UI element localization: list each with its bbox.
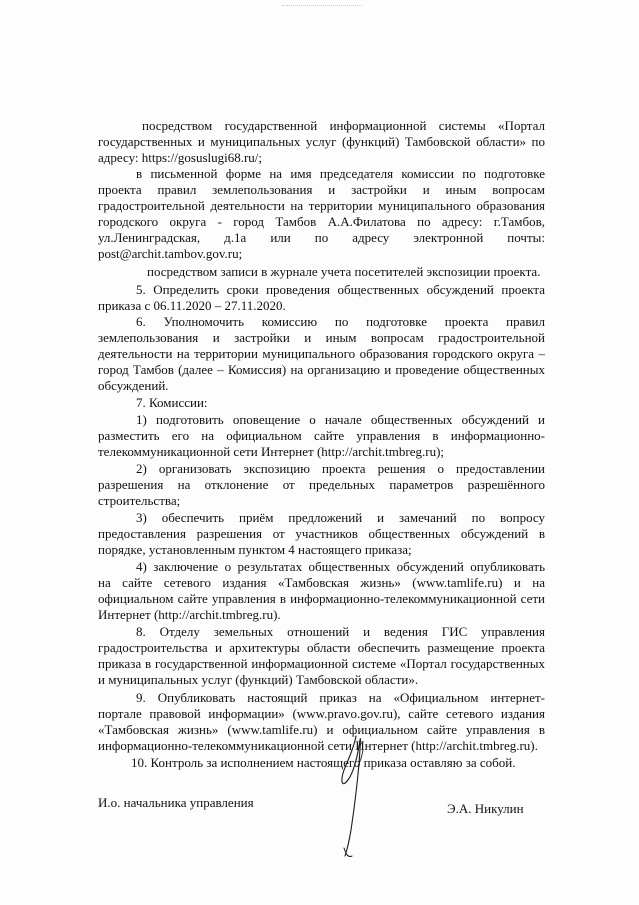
journal-line: посредством записи в журнале учета посетителей экспозиции проекта. bbox=[147, 264, 541, 279]
written-line-6: post@archit.tambov.gov.ru; bbox=[98, 246, 243, 261]
item7-heading: 7. Комиссии: bbox=[136, 395, 208, 410]
written-line-3: градостроительной деятельности на территории муниципального образования bbox=[98, 198, 545, 213]
item5-line-2: приказа с 06.11.2020 – 27.11.2020. bbox=[98, 298, 286, 313]
sub4-line-2: на сайте сетевого издания «Тамбовская жизнь» (www.tamlife.ru) и на bbox=[98, 575, 545, 590]
sub1-line-1: 1) подготовить оповещение о начале общественных обсуждений и bbox=[136, 412, 545, 427]
signatory-position: И.о. начальника управления bbox=[98, 795, 254, 810]
sub1-line-3: телекоммуникационной сети Интернет (http://archit.tmbreg.ru); bbox=[98, 444, 445, 459]
item8-line-4: и муниципальных услуг (функций) Тамбовской области». bbox=[98, 672, 419, 687]
written-line-1: в письменной форме на имя председателя комиссии по подготовке bbox=[136, 166, 545, 181]
item9-line-1: 9. Опубликовать настоящий приказ на «Официальном интернет- bbox=[136, 690, 545, 705]
item9-line-3: «Тамбовская жизнь» (www.tamlife.ru) и официальном сайте управления в bbox=[98, 722, 545, 737]
item8-line-2: градостроительства и архитектуры области обеспечить размещение проекта bbox=[98, 640, 545, 655]
item8-line-3: приказа в государственной информационной системе «Портал государственных bbox=[98, 656, 545, 671]
item10-line: 10. Контроль за исполнением настоящего приказа оставляю за собой. bbox=[131, 755, 516, 770]
sub3-line-1: 3) обеспечить приём предложений и замечаний по вопросу bbox=[136, 510, 545, 525]
sub3-line-2: предоставления разрешения от участников общественных обсуждений в bbox=[98, 526, 545, 541]
portal-line-2: государственных и муниципальных услуг (функций) Тамбовской области» по bbox=[98, 134, 545, 149]
written-line-4: городского округа - город Тамбов А.А.Филатова по адресу: г.Тамбов, bbox=[98, 214, 545, 229]
item6-line-2: землепользования и застройки и иным вопросам градостроительной bbox=[98, 330, 545, 345]
item5-line-1: 5. Определить сроки проведения общественных обсуждений проекта bbox=[136, 282, 545, 297]
item6-line-4: город Тамбов (далее – Комиссия) на организацию и проведение общественных bbox=[98, 362, 545, 377]
item6-line-3: деятельности на территории муниципального образования городского округа – bbox=[98, 346, 545, 361]
handwritten-signature bbox=[330, 730, 380, 860]
page-header-mark bbox=[282, 5, 362, 9]
sub2-line-1: 2) организовать экспозицию проекта решения о предоставлении bbox=[136, 461, 545, 476]
written-line-5: ул.Ленинградская, д.1а или по адресу электронной почты: bbox=[98, 230, 545, 245]
item9-line-2: портале правовой информации» (www.pravo.gov.ru), сайте сетевого издания bbox=[98, 706, 545, 721]
portal-line-1: посредством государственной информационной системы «Портал bbox=[142, 118, 545, 133]
item6-line-1: 6. Уполномочить комиссию по подготовке проекта правил bbox=[136, 314, 545, 329]
sub2-line-3: строительства; bbox=[98, 493, 181, 508]
item6-line-5: обсуждений. bbox=[98, 378, 169, 393]
sub4-line-3: официальном сайте управления в информационно-телекоммуникационной сети bbox=[98, 591, 545, 606]
item9-line-4: информационно-телекоммуникационной сети Интернет (http://archit.tmbreg.ru). bbox=[98, 738, 538, 753]
sub4-line-4: Интернет (http://archit.tmbreg.ru). bbox=[98, 607, 281, 622]
sub4-line-1: 4) заключение о результатах общественных обсуждений опубликовать bbox=[136, 559, 545, 574]
sub2-line-2: разрешения на отклонение от предельных параметров разрешённого bbox=[98, 477, 545, 492]
written-line-2: проекта правил землепользования и застройки и иным вопросам bbox=[98, 182, 545, 197]
signatory-name: Э.А. Никулин bbox=[447, 801, 524, 816]
portal-line-3: адресу: https://gosuslugi68.ru/; bbox=[98, 150, 263, 165]
sub1-line-2: разместить его на официальном сайте управления в информационно- bbox=[98, 428, 545, 443]
sub3-line-3: порядке, установленным пунктом 4 настоящего приказа; bbox=[98, 542, 412, 557]
item8-line-1: 8. Отделу земельных отношений и ведения ГИС управления bbox=[136, 624, 545, 639]
